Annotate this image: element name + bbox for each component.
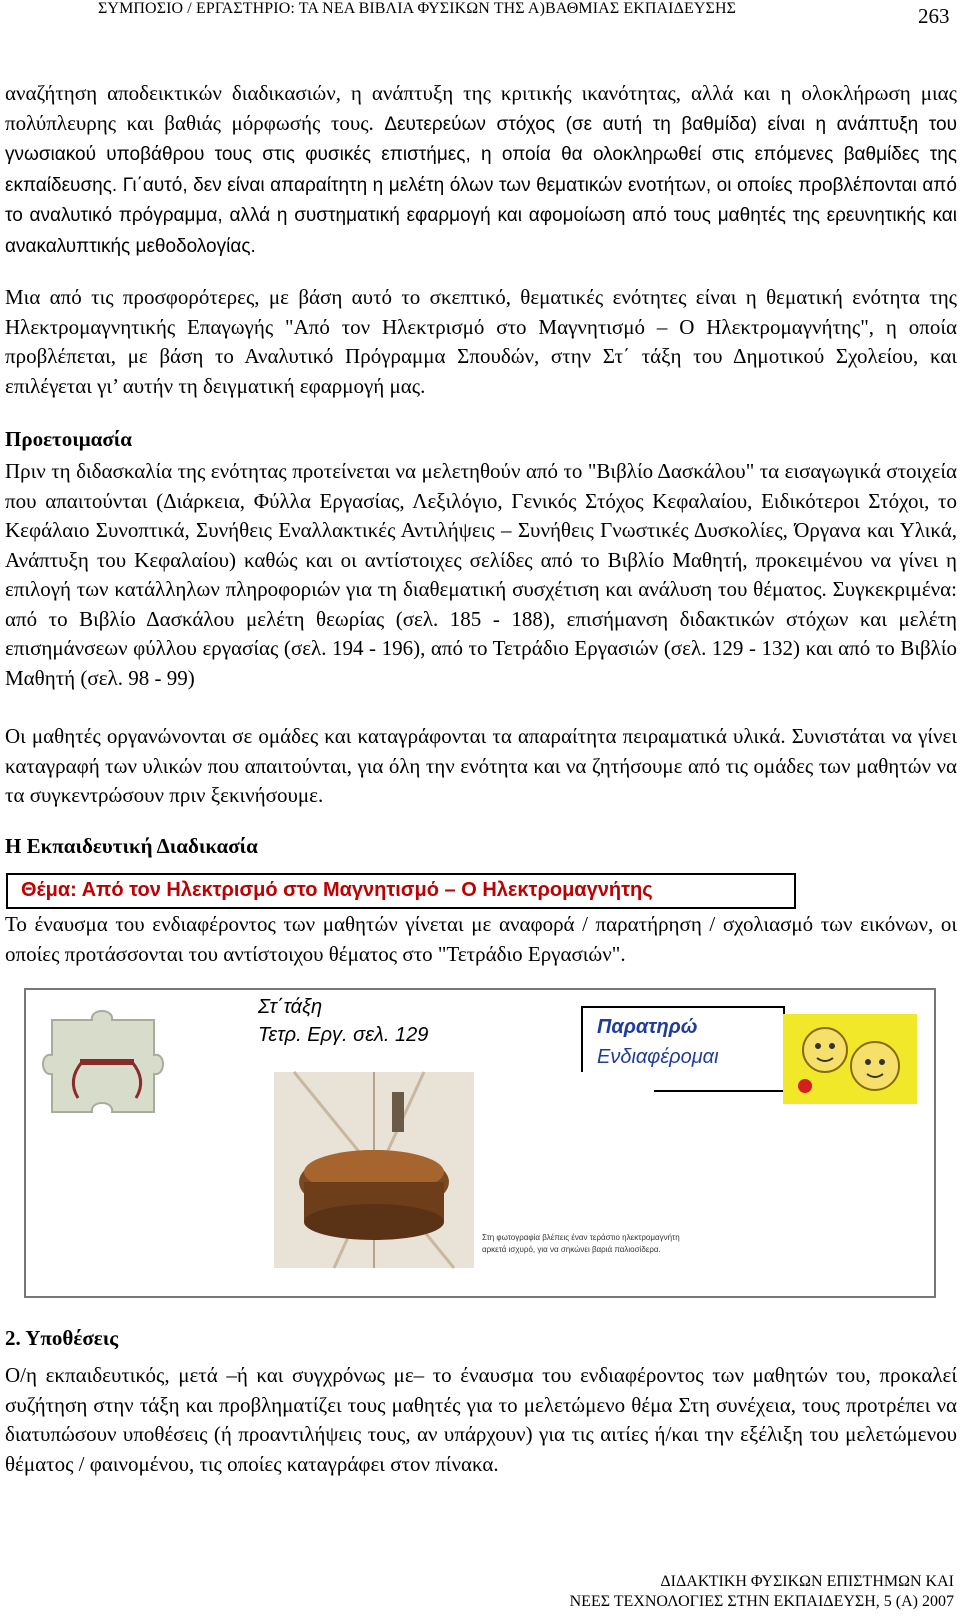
section-heading-hypotheses: 2. Υποθέσεις [5, 1326, 119, 1350]
workbook-figure [24, 988, 936, 1298]
process-paragraph-1: Το έναυσμα του ενδιαφέροντος των μαθητών γίνεται με αναφορά / παρατήρηση / σχολιασμό των εικόνων, οι οποίες προτάσσονται του αντίστοιχου θέματος στο "Τετράδιο Εργασιών". [5, 912, 957, 966]
preparation-paragraph-1: Πριν τη διδασκαλία της ενότητας προτείνεται να μελετηθούν από το "Βιβλίο Δασκάλου" τα εισαγωγικά στοιχεία που απαιτούνται (Διάρκεια, Φύλλα Εργασίας, Λεξιλόγιο, Γενικός Στόχος Κεφαλαίου, Ειδικότεροι Στόχοι, το Κεφάλαιο Συνοπτικά, Συνήθεις Εναλλακτικές Αντιλήψεις – Συνήθεις Γνωστικές Δυσκολίες, Όργανα και Υλικά, Ανάπτυξη του Κεφαλαίου) καθώς και οι αντίστοιχες σελίδες από το Βιβλίο Μαθητή, προκειμένου να γίνει η επιλογή των κατάλληλων πληροφοριών για τη διαθεματική συσχέτιση και ανάλυση του θέματος. Συγκεκριμένα: από το Βιβλίο Δασκάλου μελέτη θεωρίας (σελ. 185 - 188), επισήμανση διδακτικών στόχων και μελέτη επισημάνσεων φύλλου εργασίας (σελ. 194 - 196), από το Τετράδιο Εργασιών (σελ. 129 - 132) και από το Βιβλίο Μαθητή (σελ. 98 - 99) [5, 459, 957, 690]
puzzle-piece-icon [42, 1000, 182, 1120]
intro-paragraph-2: Μια από τις προσφορότερες, με βάση αυτό το σκεπτικό, θεματικές ενότητες είναι η θεματική ενότητα της Ηλεκτρομαγνητικής Επαγωγής "Από τον Ηλεκτρισμό στο Μαγνητισμό – Ο Ηλεκτρομαγνήτης", η οποία προβλέπεται, με βάση το Αναλυτικό Πρόγραμμα Σπουδών, στην Στ΄ τάξη του Δημοτικού Σχολείου, και επιλέγεται γι’ αυτήν τη δειγματική εφαρμογή μας. [5, 285, 957, 398]
observe-title: Παρατηρώ [597, 1016, 698, 1038]
class-label: Στ΄τάξη [258, 996, 323, 1018]
photo-caption-line-2: αρκετά ισχυρό, για να σηκώνει βαριά παλιοσίδερα. [482, 1245, 661, 1254]
intro-text-sans: Δευτερεύων στόχος (σε αυτή τη βαθμίδα) είναι η ανάπτυξη του γνωσιακού υποβάθρου τους στις φυσικές επιστήμες, η οποία θα ολοκληρωθεί στις επόμενες βαθμίδες της εκπαίδευσης. Γι΄αυτό, δεν είναι απαραίτητη η μελέτη όλων των θεματικών ενοτήτων, οι οποίες προβλέπονται από το αναλυτικό πρόγραμμα, αλλά η συστηματική εφαρμογή και αφομοίωση από τους μαθητές της ερευνητικής και ανακαλυπτικής μεθοδολογίας. [5, 113, 957, 257]
photo-caption-line-1: Στη φωτογραφία βλέπεις έναν τεράστιο ηλεκτρομαγνήτη [482, 1233, 680, 1242]
electromagnet-photo [274, 1072, 680, 1268]
page-footer [354, 1572, 954, 1612]
page-header [0, 0, 960, 30]
theme-title: Θέμα: Από τον Ηλεκτρισμό στο Μαγνητισμό – Ο Ηλεκτρομαγνήτης [21, 879, 653, 901]
observe-subtitle: Ενδιαφέρομαι [597, 1046, 719, 1068]
section-heading-preparation: Προετοιμασία [5, 427, 133, 451]
theme-box [6, 873, 796, 909]
footer-line-1: ΔΙΔΑΚΤΙΚΗ ΦΥΣΙΚΩΝ ΕΠΙΣΤΗΜΩΝ ΚΑΙ [660, 1573, 954, 1590]
intro-text-serif: αναζήτηση αποδεικτικών διαδικασιών, η ανάπτυξη της κριτικής ικανότητας, αλλά και η ολοκλήρωση μιας πολύπλευρης και βαθιάς μόρφωσής τους. [5, 81, 957, 135]
preparation-paragraph-2: Οι μαθητές οργανώνονται σε ομάδες και καταγράφονται τα απαραίτητα πειραματικά υλικά. Συνιστάται να γίνει καταγραφή των υλικών που απαιτούνται, για όλη την ενότητα και να ζητήσουμε από τις ομάδες των μαθητών να τα συγκεντρώσουν πριν ξεκινήσουμε. [5, 724, 957, 807]
running-head: ΣΥΜΠΟΣΙΟ / ΕΡΓΑΣΤΗΡΙΟ: ΤΑ ΝΕΑ ΒΙΒΛΙΑ ΦΥΣΙΚΩΝ ΤΗΣ Α)ΒΑΘΜΙΑΣ ΕΚΠΑΙΔΕΥΣΗΣ [98, 0, 737, 17]
page-number: 263 [918, 4, 950, 28]
intro-paragraph-1 [5, 79, 957, 261]
cartoon-faces-icon [783, 1014, 917, 1104]
hypotheses-paragraph-1: Ο/η εκπαιδευτικός, μετά –ή και συγχρόνως με– το έναυσμα του ενδιαφέροντος των μαθητών του, προκαλεί συζήτηση στην τάξη και προβληματίζει τους μαθητές για το μελετώμενο θέμα Στη συνέχεια, τους προτρέπει να διατυπώσουν υποθέσεις (ή προαντιλήψεις τους, αν υπάρχουν) για τις αιτίες ή/και την εξέλιξη του μελετώμενου θέματος / φαινομένου, τις οποίες καταγράφει στον πίνακα. [5, 1363, 957, 1476]
section-heading-process: Η Εκπαιδευτική Διαδικασία [5, 834, 258, 858]
workbook-reference: Τετρ. Εργ. σελ. 129 [258, 1024, 429, 1046]
footer-line-2: ΝΕΕΣ ΤΕΧΝΟΛΟΓΙΕΣ ΣΤΗΝ ΕΚΠΑΙΔΕΥΣΗ, 5 (Α) 2007 [569, 1593, 954, 1610]
